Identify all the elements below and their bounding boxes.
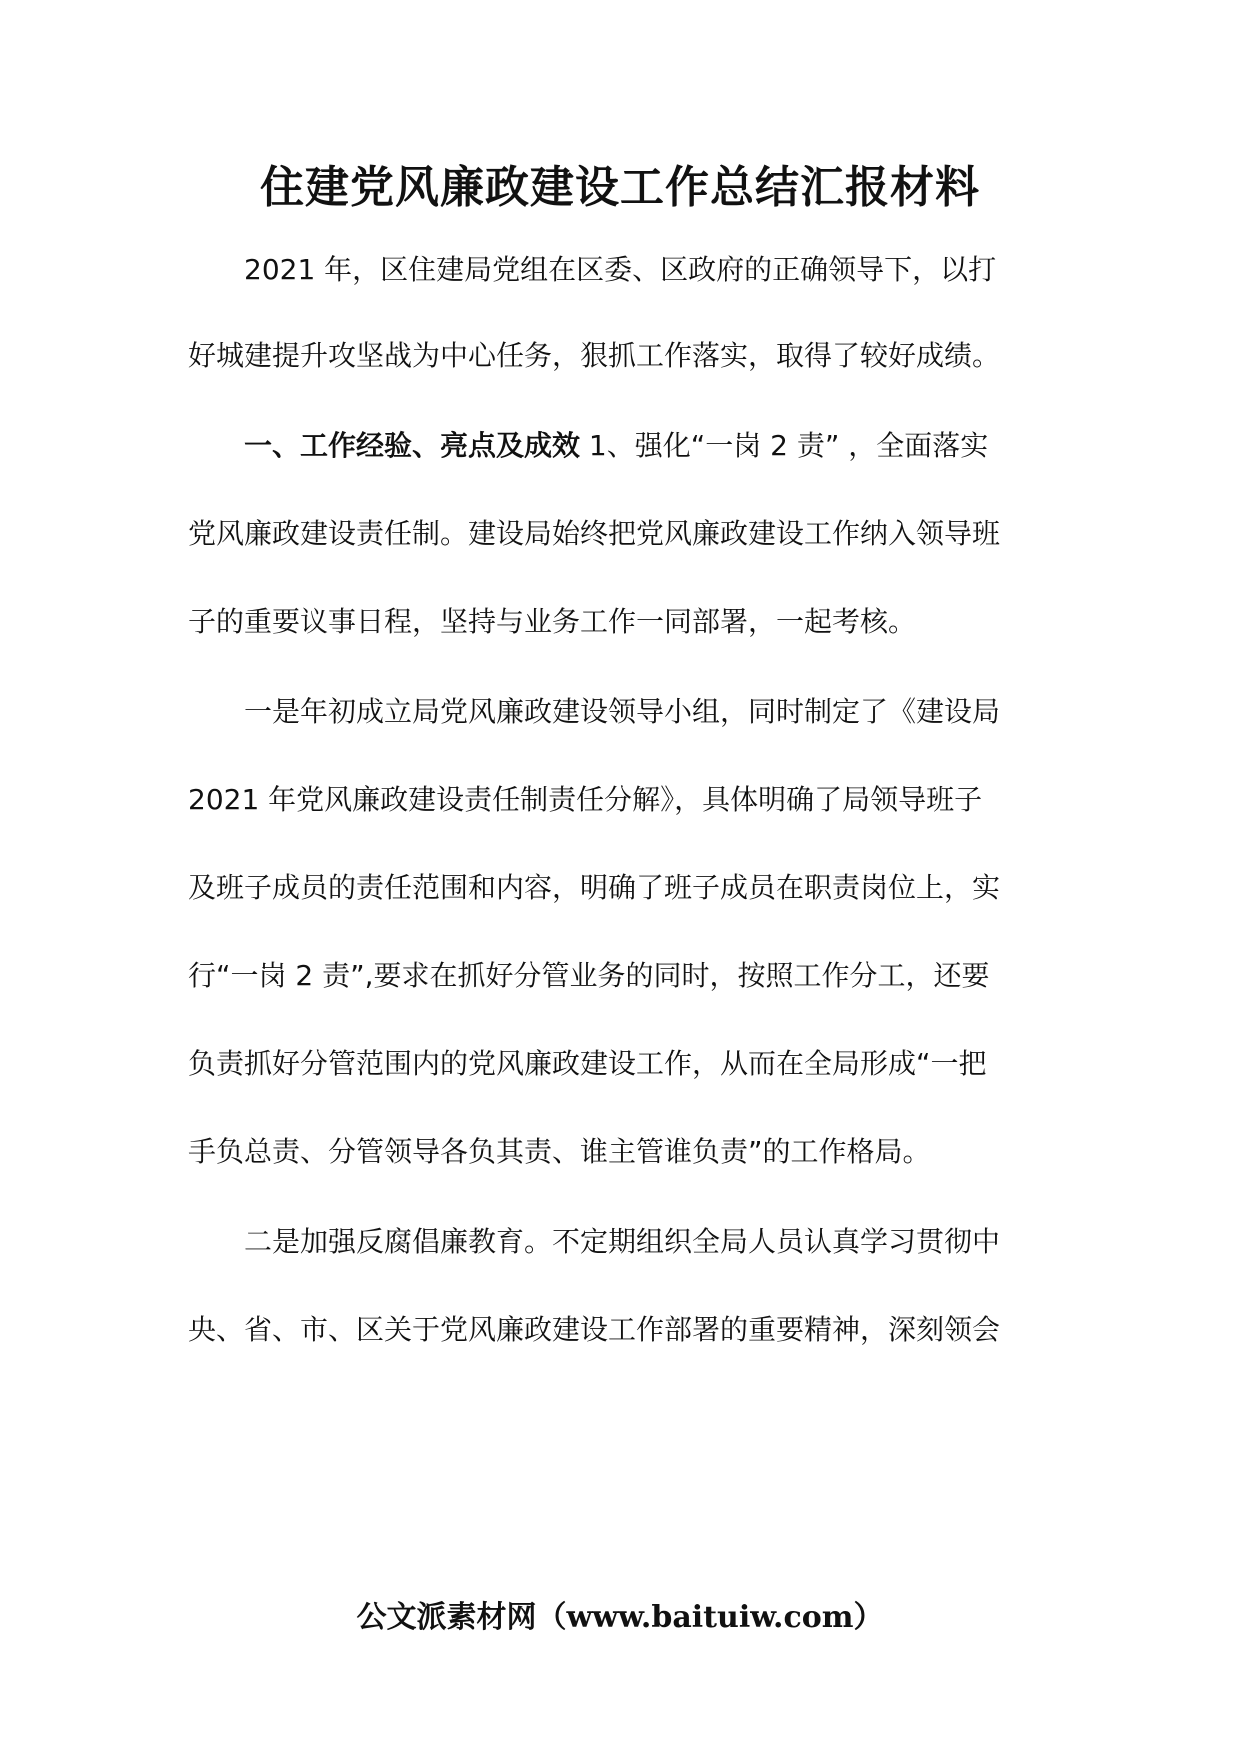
- para-first-line-5: 负责抓好分管范围内的党风廉政建设工作，从而在全局形成“一把: [188, 1047, 987, 1080]
- para-first-line-4: 行“一岗 2 责”,要求在抓好分管业务的同时，按照工作分工，还要: [188, 959, 990, 992]
- section1-line-1: [244, 426, 988, 466]
- para-first-line-3: 及班子成员的责任范围和内容，明确了班子成员在职责岗位上，实: [188, 871, 1001, 904]
- section-heading: 一、工作经验、亮点及成效: [244, 429, 581, 462]
- section1-line-1-text: 1、强化“一岗 2 责” ，全面落实: [580, 429, 989, 462]
- para-second-line-1: 二是加强反腐倡廉教育。不定期组织全局人员认真学习贯彻中: [244, 1225, 1001, 1258]
- para-second-line-2: 央、省、市、区关于党风廉政建设工作部署的重要精神，深刻领会: [188, 1313, 1001, 1346]
- section1-line-3: 子的重要议事日程，坚持与业务工作一同部署，一起考核。: [188, 605, 917, 638]
- intro-line-2: 好城建提升攻坚战为中心任务，狠抓工作落实，取得了较好成绩。: [188, 339, 1001, 372]
- footer-source: 公文派素材网（www.baituiw.com）: [356, 1600, 884, 1635]
- para-first-line-2: 2021 年党风廉政建设责任制责任分解》，具体明确了局领导班子: [188, 783, 983, 816]
- section1-line-2: 党风廉政建设责任制。建设局始终把党风廉政建设工作纳入领导班: [188, 517, 1001, 550]
- intro-line-1: 2021 年，区住建局党组在区委、区政府的正确领导下，以打: [244, 253, 997, 286]
- para-first-line-1: 一是年初成立局党风廉政建设领导小组，同时制定了《建设局: [244, 695, 1001, 728]
- document-title: 住建党风廉政建设工作总结汇报材料: [260, 162, 980, 213]
- para-first-line-6: 手负总责、分管领导各负其责、谁主管谁负责”的工作格局。: [188, 1135, 931, 1168]
